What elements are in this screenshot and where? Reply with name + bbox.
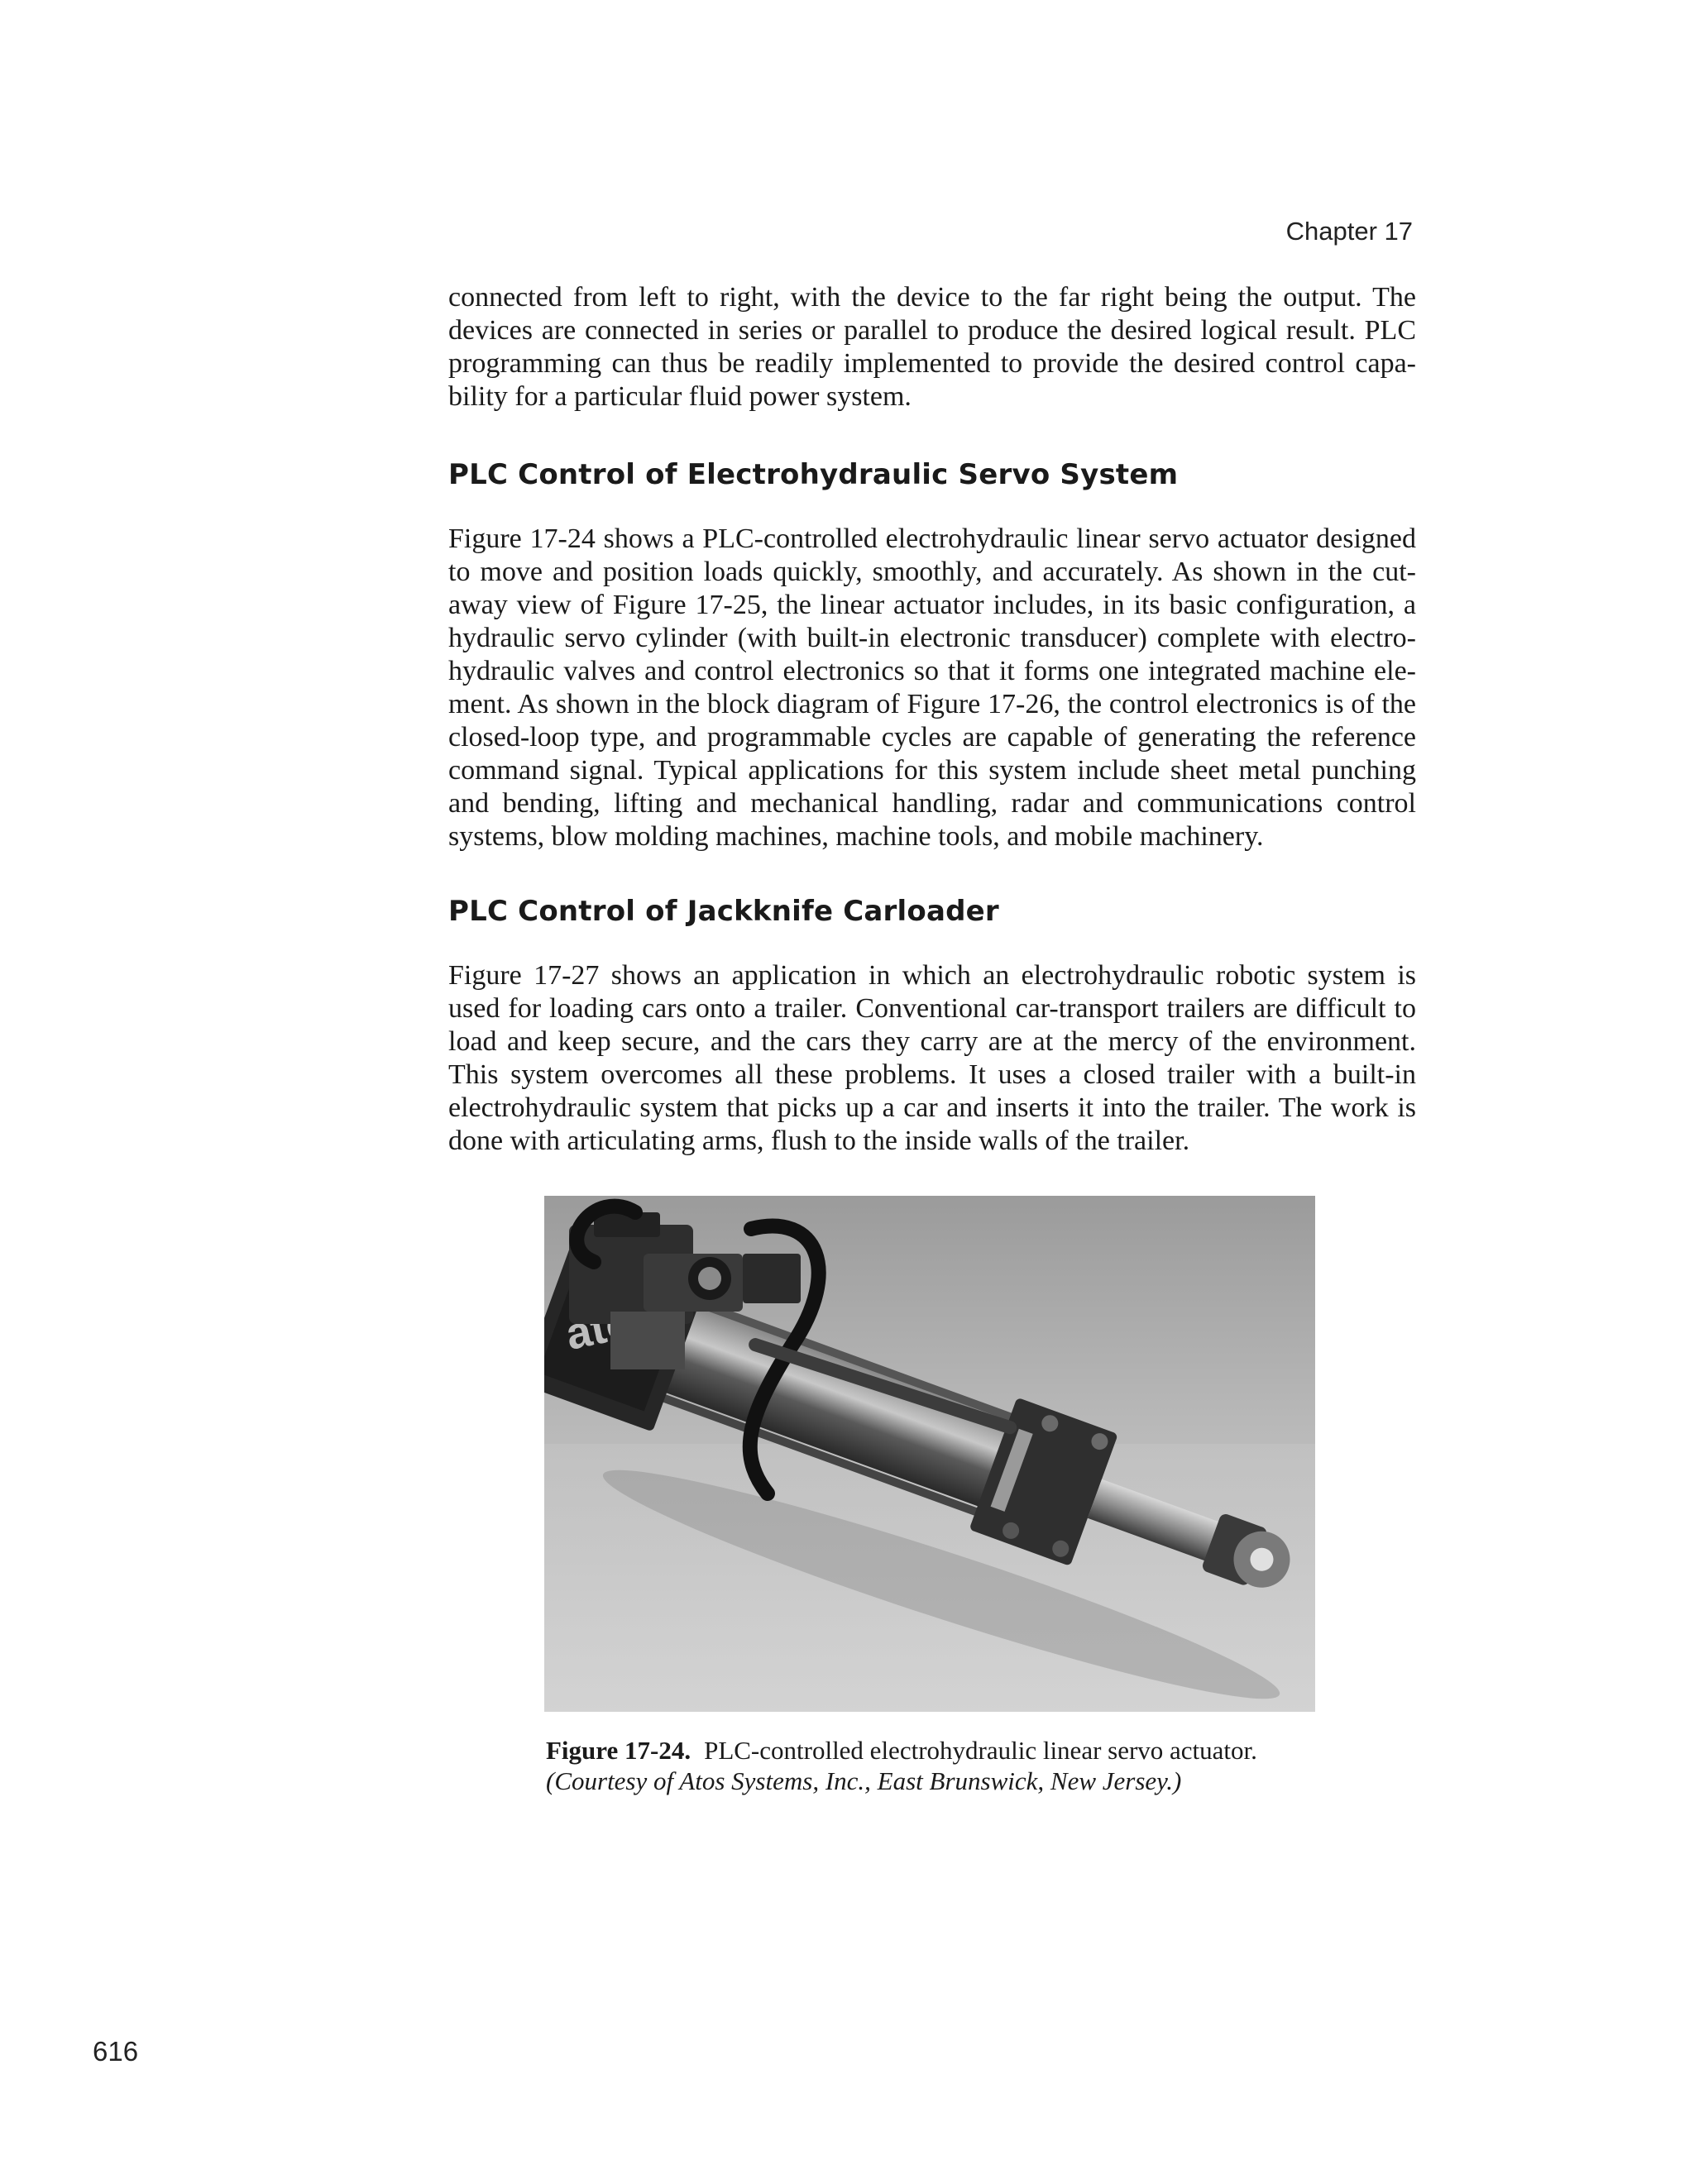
section-1-heading-block bbox=[448, 458, 1416, 491]
intro-text-block bbox=[448, 281, 1416, 413]
servo-actuator-illustration bbox=[544, 1196, 1315, 1712]
page-number: 616 bbox=[93, 2036, 139, 2067]
intro-paragraph: connected from left to right, with the device to the far right being the output. The devices are connected in series or parallel to produce the desired logical result. PLC programming can thus be readily implemented to provide the desired control capability for a particular fluid power system. bbox=[448, 282, 1416, 412]
figure-servo-actuator-photo bbox=[544, 1196, 1315, 1712]
figure-caption-text: PLC-controlled electrohydraulic linear servo actuator. bbox=[704, 1736, 1257, 1765]
section-1-text-block bbox=[448, 523, 1416, 853]
section-2-paragraph: Figure 17-27 shows an application in which an electrohydraulic robotic system is used for loading cars onto a trailer. Conventional car-transport trailers are difficult to load and keep secure, and the cars they carry are at the mercy of the environment. This system overcomes all these problems. It uses a closed trailer with a built-in electrohydraulic system that picks up a car and inserts it into the trailer. The work is done with articulating arms, flush to the inside walls of the trailer. bbox=[448, 960, 1416, 1156]
section-heading-jackknife-carloader: PLC Control of Jackknife Carloader bbox=[448, 895, 999, 928]
running-head-chapter: Chapter 17 bbox=[1285, 217, 1413, 246]
section-2-text-block bbox=[448, 959, 1416, 1158]
section-2-heading-block bbox=[448, 895, 1416, 928]
section-heading-servo-system: PLC Control of Electrohydraulic Servo System bbox=[448, 458, 1179, 491]
section-1-paragraph: Figure 17-24 shows a PLC-controlled electrohydraulic linear servo actuator designed to move and position loads quickly, smoothly, and accurately. As shown in the cutaway view of Figure 17-25, the linear actuator includes, in its basic configuration, a hydraulic servo cylinder (with built-in electronic transducer) complete with electrohydraulic valves and control electronics so that it forms one integrated machine element. As shown in the block diagram of Figure 17-26, the control electronics is of the closed-loop type, and programmable cycles are capable of generating the reference command signal. Typical applications for this system include sheet metal punching and bending, lifting and mechanical handling, radar and communications control systems, blow molding machines, machine tools, and mobile machinery. bbox=[448, 523, 1416, 852]
figure-caption-label: Figure 17-24. bbox=[546, 1736, 691, 1765]
figure-caption bbox=[546, 1735, 1373, 1796]
figure-caption-credit: (Courtesy of Atos Systems, Inc., East Brunswick, New Jersey.) bbox=[546, 1766, 1182, 1795]
